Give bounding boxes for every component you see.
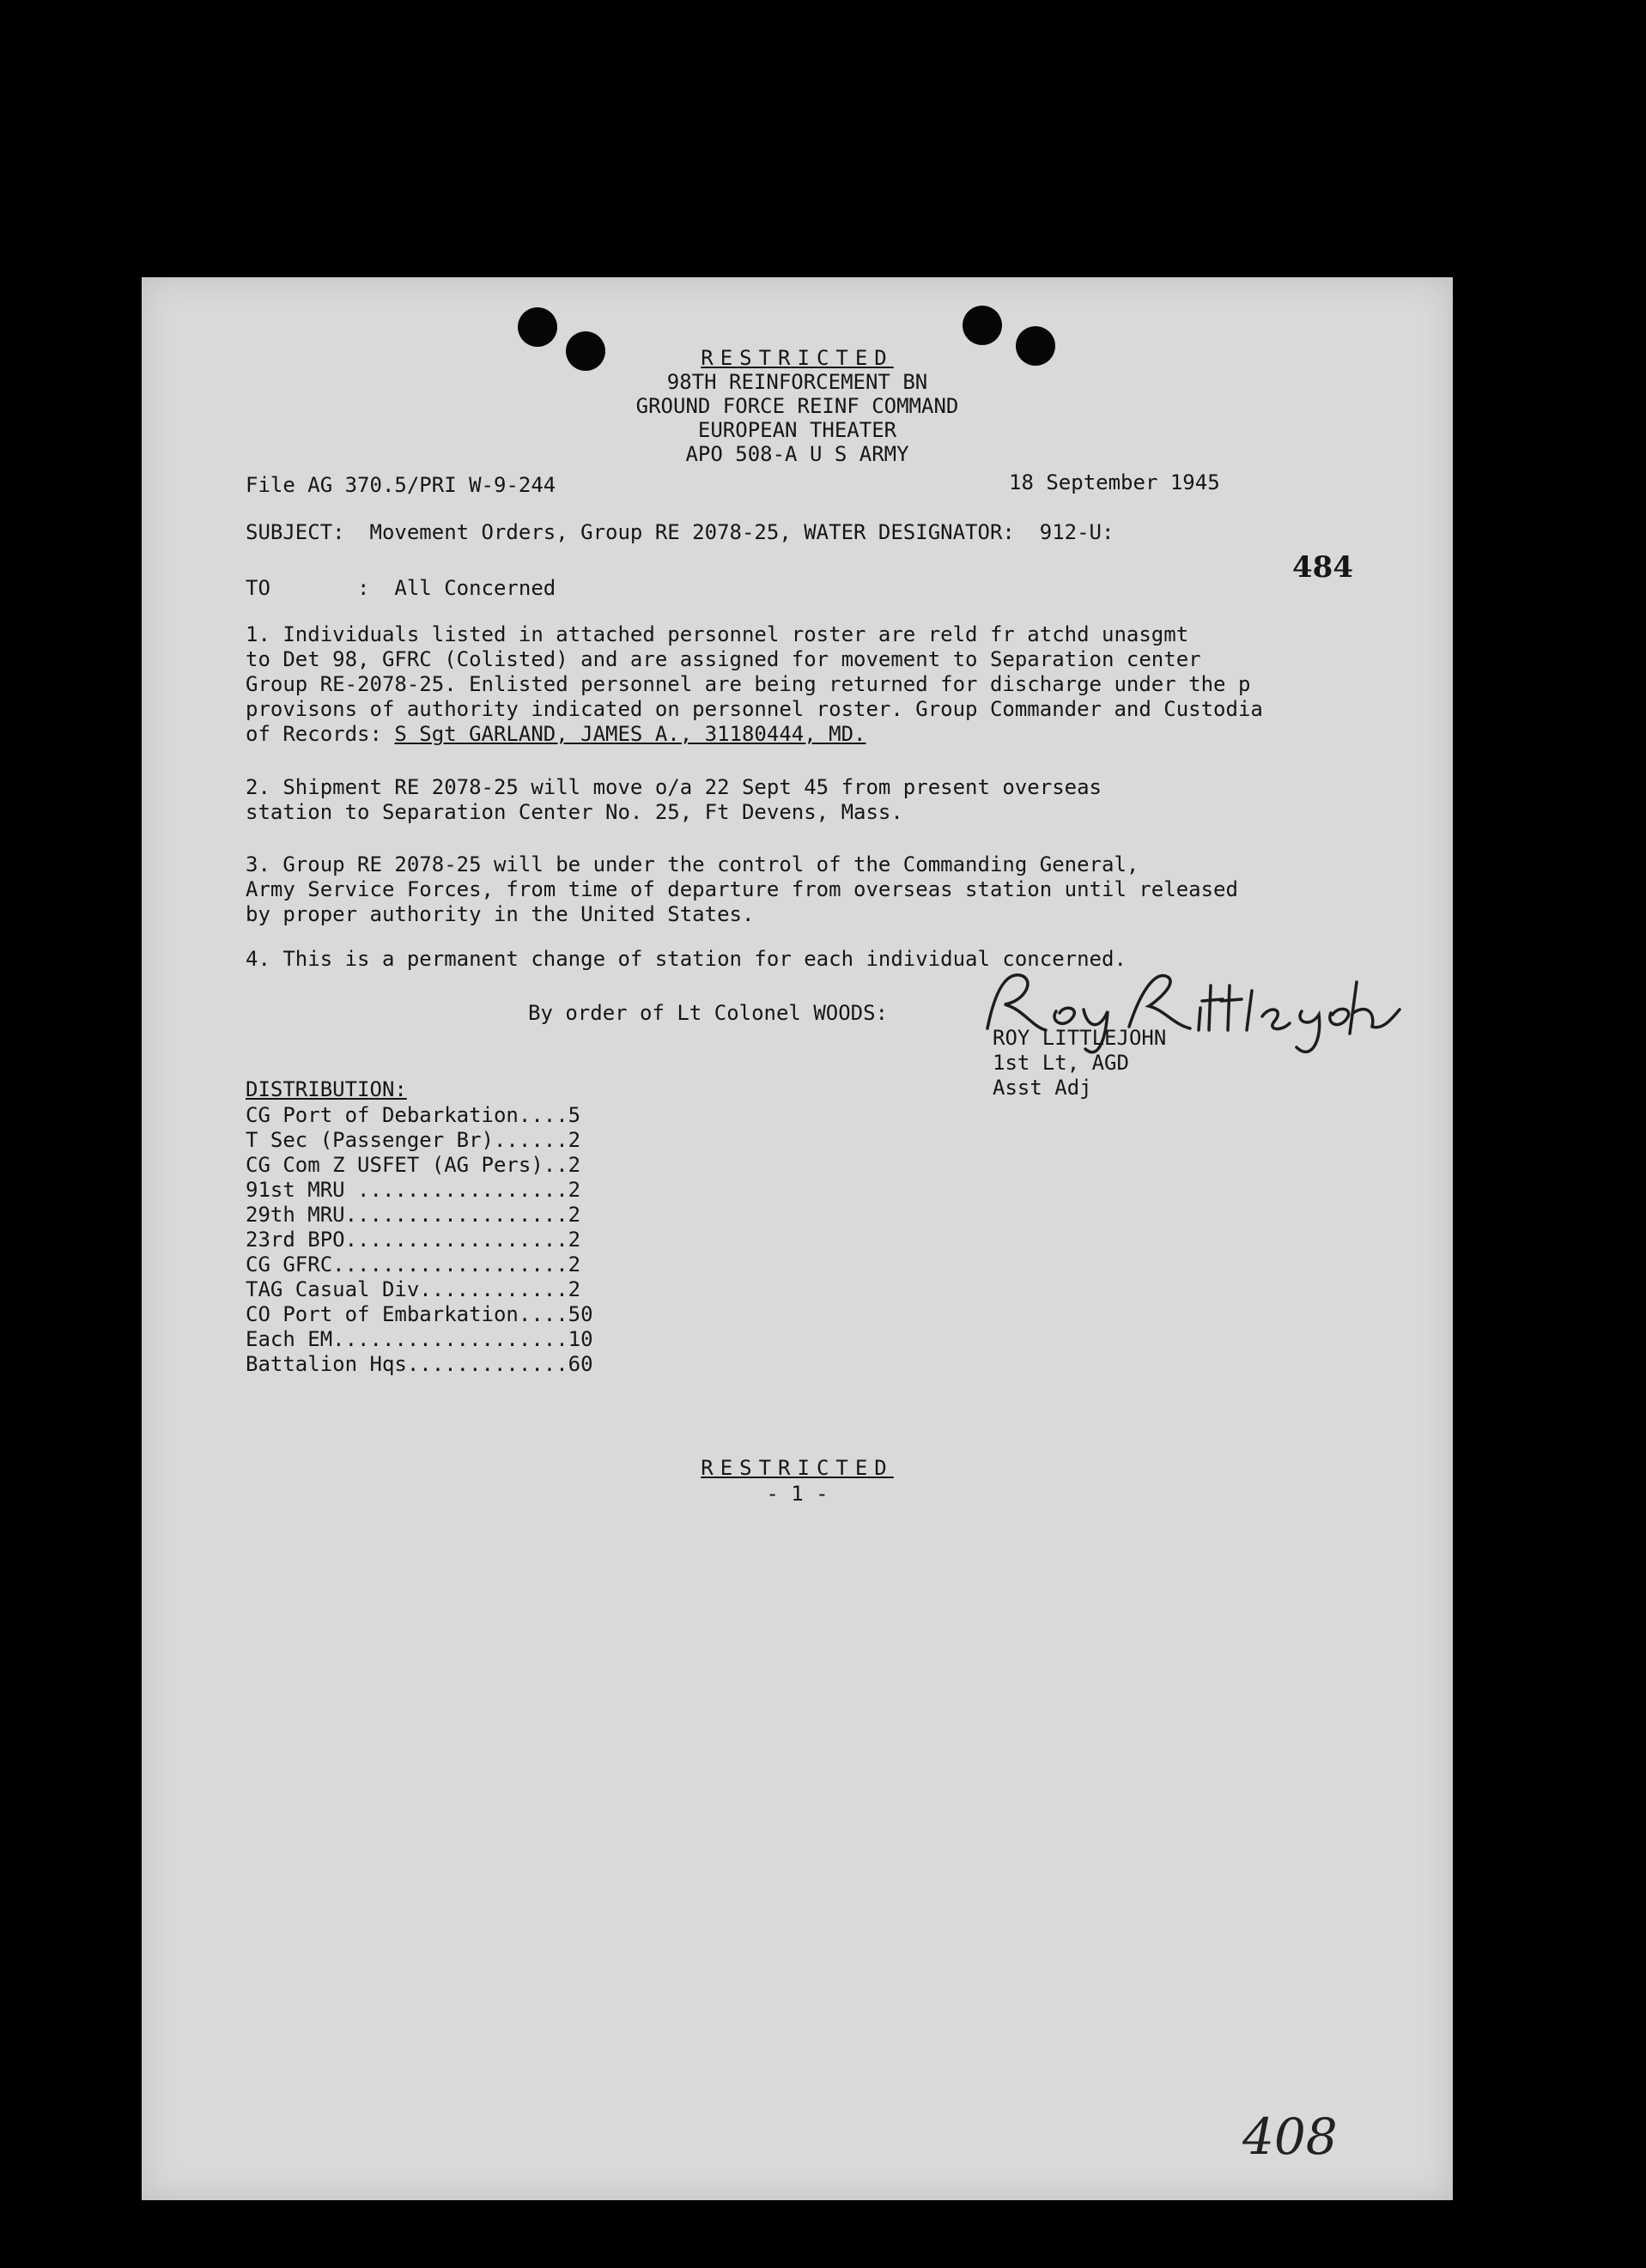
distribution-item: CG GFRC...................2 <box>246 1252 581 1277</box>
group-custodian: S Sgt GARLAND, JAMES A., 31180444, MD. <box>394 722 866 746</box>
punch-hole <box>963 306 1002 345</box>
distribution-item: CG Com Z USFET (AG Pers)..2 <box>246 1153 581 1177</box>
page-number: - 1 - <box>766 1482 829 1506</box>
file-reference: File AG 370.5/PRI W-9-244 <box>246 473 556 497</box>
signer-rank: 1st Lt, AGD <box>993 1051 1129 1075</box>
paragraph-3: 3. Group RE 2078-25 will be under the control of the Commanding General, Army Service Forces, from time of departure from overseas station until released by proper authority in the United States. <box>246 852 1238 926</box>
distribution-item: Each EM...................10 <box>246 1327 593 1351</box>
punch-hole <box>518 307 557 347</box>
paragraph-1 <box>246 622 1448 747</box>
distribution-title: DISTRIBUTION: <box>246 1077 407 1101</box>
document-page <box>142 277 1453 2200</box>
command-name: GROUND FORCE REINF COMMAND <box>635 394 959 418</box>
document-date: 18 September 1945 <box>1009 470 1220 494</box>
apo-line: APO 508-A U S ARMY <box>685 442 909 466</box>
distribution-item: CG Port of Debarkation....5 <box>246 1103 581 1127</box>
distribution-item: TAG Casual Div............2 <box>246 1277 581 1301</box>
document-number: 484 <box>1292 550 1353 585</box>
distribution-item: Battalion Hqs.............60 <box>246 1352 593 1376</box>
distribution-list <box>246 1103 593 1377</box>
signer-title: Asst Adj <box>993 1076 1092 1100</box>
signer-name: ROY LITTLEJOHN <box>993 1026 1167 1050</box>
page-footer <box>142 1455 1453 1507</box>
distribution-item: 23rd BPO..................2 <box>246 1228 581 1252</box>
paragraph-2: 2. Shipment RE 2078-25 will move o/a 22 Sept 45 from present overseas station to Separation Center No. 25, Ft Devens, Mass. <box>246 775 1102 824</box>
distribution-item: T Sec (Passenger Br)......2 <box>246 1128 581 1152</box>
distribution-item: 29th MRU..................2 <box>246 1203 581 1227</box>
subject-line: SUBJECT: Movement Orders, Group RE 2078-25, WATER DESIGNATOR: 912-U: <box>246 520 1115 544</box>
letterhead <box>142 346 1453 466</box>
paragraph-4: 4. This is a permanent change of station for each individual concerned. <box>246 947 1127 971</box>
to-line: TO : All Concerned <box>246 576 556 600</box>
theater-name: EUROPEAN THEATER <box>697 418 897 442</box>
paragraph-1-text: 1. Individuals listed in attached personnel roster are reld fr atchd unasgmt to Det 98, GFRC (Colisted) and are assigned for movement to Separation center Group RE-2078-25. Enlisted personnel are being returned for discharge under the p provisons of authority indicated on personnel roster. Group Commander and Custodia of Records: <box>246 622 1263 746</box>
order-line: By order of Lt Colonel WOODS: <box>528 1001 889 1025</box>
unit-name: 98TH REINFORCEMENT BN <box>666 370 928 394</box>
footer-classification: RESTRICTED <box>701 1456 894 1480</box>
classification-marking: RESTRICTED <box>701 346 894 370</box>
distribution-item: CO Port of Embarkation....50 <box>246 1302 593 1326</box>
handwritten-page-number: 408 <box>1242 2107 1338 2166</box>
distribution-item: 91st MRU .................2 <box>246 1178 581 1202</box>
